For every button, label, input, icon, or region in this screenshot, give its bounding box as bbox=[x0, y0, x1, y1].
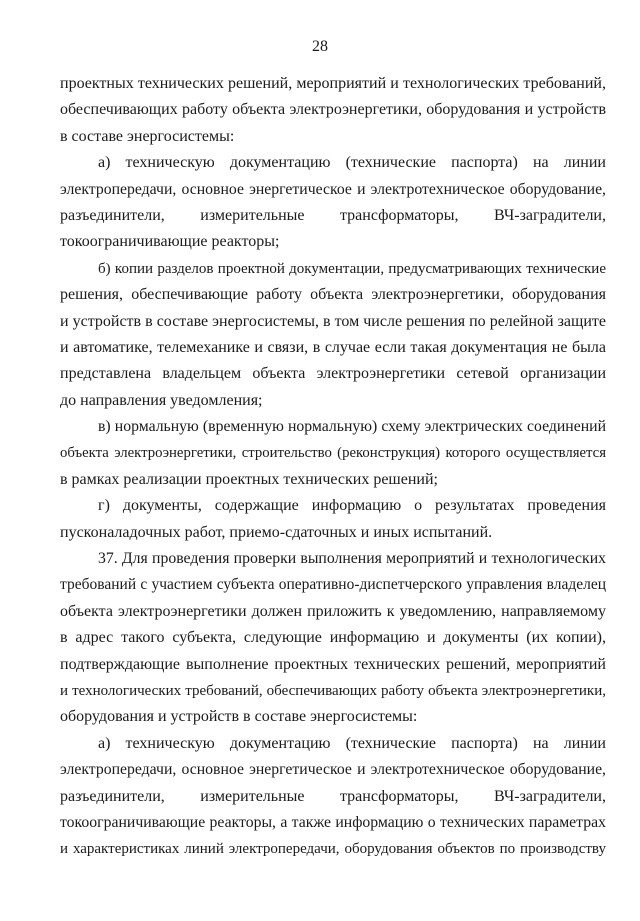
text-line: до направления уведомления; bbox=[60, 391, 263, 409]
text-line: проектных технических решений, мероприятий и технологических требований, bbox=[60, 75, 606, 92]
text-line: и характеристиках линий электропередачи, оборудования объектов по производству bbox=[60, 841, 606, 858]
text-line: токоограничивающие реакторы, а также информацию о технических параметрах bbox=[60, 813, 606, 831]
text-line: объекта электроэнергетики, строительство (реконструкция) которого осуществляется bbox=[60, 445, 606, 462]
text-line: электропередачи, основное энергетическое и электротехническое оборудование, bbox=[60, 761, 606, 779]
page-number: 28 bbox=[312, 38, 328, 55]
text-line: разъединители, измерительные трансформаторы, ВЧ-заградители, bbox=[60, 787, 606, 805]
text-line: в рамках реализации проектных технических решений; bbox=[60, 470, 438, 488]
text-line: подтверждающие выполнение проектных технических решений, мероприятий bbox=[60, 655, 606, 673]
text-line: разъединители, измерительные трансформаторы, ВЧ-заградители, bbox=[60, 206, 606, 224]
text-line: требований с участием субъекта оперативно-диспетчерского управления владелец bbox=[60, 576, 606, 594]
text-line: а) техническую документацию (технические паспорта) на линии bbox=[98, 734, 606, 752]
document-body bbox=[60, 71, 606, 863]
text-line: и технологических требований, обеспечивающих работу объекта электроэнергетики, bbox=[60, 682, 606, 699]
text-line: и устройств в составе энергосистемы, в том числе решения по релейной защите bbox=[60, 312, 606, 330]
text-line: представлена владельцем объекта электроэнергетики сетевой организации bbox=[60, 365, 606, 383]
text-line: а) техническую документацию (технические паспорта) на линии bbox=[98, 154, 606, 172]
text-line: в адрес такого субъекта, следующие информацию и документы (их копии), bbox=[60, 629, 606, 647]
text-line: оборудования и устройств в составе энергосистемы: bbox=[60, 708, 418, 726]
text-line: токоограничивающие реакторы; bbox=[60, 233, 280, 251]
text-line: г) документы, содержащие информацию о результатах проведения bbox=[98, 497, 606, 515]
text-line: пусконаладочных работ, приемо-сдаточных и иных испытаний. bbox=[60, 523, 493, 541]
text-line: решения, обеспечивающие работу объекта электроэнергетики, оборудования bbox=[60, 286, 606, 304]
text-line: электропередачи, основное энергетическое и электротехническое оборудование, bbox=[60, 180, 606, 198]
text-line: 37. Для проведения проверки выполнения мероприятий и технологических bbox=[98, 550, 606, 568]
text-line: в составе энергосистемы: bbox=[60, 127, 235, 145]
text-line: и автоматике, телемеханике и связи, в случае если такая документация не была bbox=[60, 338, 606, 356]
text-line: б) копии разделов проектной документации, предусматривающих технические bbox=[98, 260, 606, 277]
text-line: объекта электроэнергетики должен приложить к уведомлению, направляемому bbox=[60, 602, 606, 620]
text-line: обеспечивающих работу объекта электроэнергетики, оборудования и устройств bbox=[60, 101, 606, 119]
text-line: в) нормальную (временную нормальную) схему электрических соединений bbox=[98, 418, 606, 436]
